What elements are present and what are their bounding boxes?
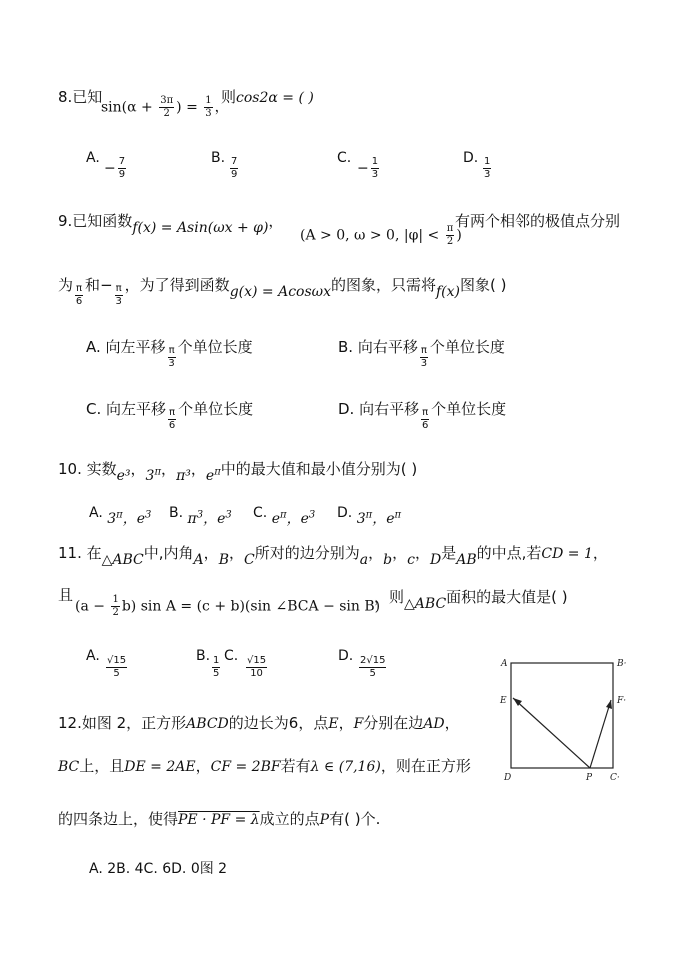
q11-option-c[interactable]: C. (224, 648, 239, 664)
q10-option-a[interactable]: A. $3^\pi$，$e^3$ (89, 505, 152, 527)
q10-option-d[interactable]: D. $3^\pi$，$e^\pi$ (337, 505, 402, 527)
q11-line1: 11. 在△ABC中,内角A，B，C所对的边分别为a，b，c，D是AB的中点,若CD = 1， (58, 544, 608, 568)
q8-option-a-value: − $\frac{7}{9}$ (104, 156, 126, 180)
q12-line1: 12.如图 2，正方形ABCD的边长为6，点E，F分别在边AD， (58, 714, 460, 732)
q8-option-c[interactable]: C. (337, 150, 352, 166)
q11-option-d-value: $\frac{2√15}{5}$ (360, 655, 386, 679)
vector-pe (513, 698, 590, 768)
q8-option-b[interactable]: B. (211, 150, 226, 166)
q11-line2: 且 (58, 586, 74, 604)
q8-option-c-value: − $\frac{1}{3}$ (357, 156, 379, 180)
label-p: P (586, 773, 593, 783)
q11-option-a[interactable]: A. (86, 648, 100, 664)
label-a: A (501, 659, 508, 669)
q11-option-d[interactable]: D. (338, 648, 354, 664)
q9-option-d[interactable]: D. 向右平移 $\frac{\pi}{6}$ 个单位长度 (338, 400, 507, 431)
q11-option-b[interactable]: B. (196, 648, 211, 664)
q8-stem (58, 86, 102, 107)
label-b: B· (617, 659, 627, 669)
q12-options[interactable]: A. 2B. 4C. 6D. 0图 2 (89, 861, 228, 877)
q10-option-b[interactable]: B. $\pi^3$，$e^3$ (169, 505, 232, 527)
q9-line2: 为 $\frac{\pi}{6}$ 和− $\frac{\pi}{3}$ ，为了得到函数g(x) = Acosωx的图象，只需将f(x)图象( ) (58, 276, 507, 307)
arrow-head-f (606, 700, 612, 709)
q11-option-a-value: $\frac{√15}{5}$ (107, 655, 127, 679)
q8-then: 则cos2α = ( ) (221, 88, 314, 106)
q9-option-b[interactable]: B. 向右平移 $\frac{\pi}{3}$ 个单位长度 (338, 338, 505, 369)
label-f: F· (617, 696, 627, 706)
q11-option-b-value: $\frac{1}{5}$ (213, 655, 220, 679)
square-abcd (511, 663, 613, 768)
q8-option-b-value: $\frac{7}{9}$ (231, 156, 238, 180)
q8-condition: sin(α + $\frac{3\pi}{2}$ ) = $\frac{1}{3}$ ， (101, 95, 229, 119)
label-e: E (500, 696, 507, 706)
q10-stem: 10. 实数e³，$3^\pi$，π³，$e^\pi$中的最大值和最小值分别为( ) (58, 460, 418, 484)
figure-2-square (498, 656, 633, 784)
q12-line3: 的四条边上，使得PE · PF = λ成立的点P有( )个. (58, 810, 381, 828)
q10-option-c[interactable]: C. $e^\pi$，$e^3$ (253, 505, 316, 527)
q9-line1-tail: 有两个相邻的极值点分别 (455, 212, 621, 230)
label-d: D (504, 773, 512, 783)
q8-option-a[interactable]: A. (86, 150, 100, 166)
q9-line1: 9.已知函数f(x) = Asin(ωx + φ)， (58, 212, 284, 236)
label-c: C· (610, 773, 620, 783)
q9-option-c[interactable]: C. 向左平移 $\frac{\pi}{6}$ 个单位长度 (86, 400, 254, 431)
vector-pf (590, 700, 611, 768)
q11-option-c-value: $\frac{√15}{10}$ (247, 655, 267, 679)
q11-equation: (a − $\frac{1}{2}$ b) sin A = (c + b)(sin ∠BCA − sin B) (75, 594, 381, 618)
q9-condition: (A > 0, ω > 0, |φ| < $\frac{\pi}{2}$ ) (300, 223, 462, 247)
q8-option-d[interactable]: D. (463, 150, 479, 166)
q11-line2-tail: ，则△ABC面积的最大值是( ) (374, 588, 568, 612)
q9-option-a[interactable]: A. 向左平移 $\frac{\pi}{3}$ 个单位长度 (86, 338, 253, 369)
q12-line2: BC上，且DE = 2AE，CF = 2BF若有λ ∈ (7,16)，则在正方形 (58, 757, 471, 775)
q8-option-d-value: $\frac{1}{3}$ (484, 156, 491, 180)
q8-number: 8.已知 (58, 88, 103, 106)
